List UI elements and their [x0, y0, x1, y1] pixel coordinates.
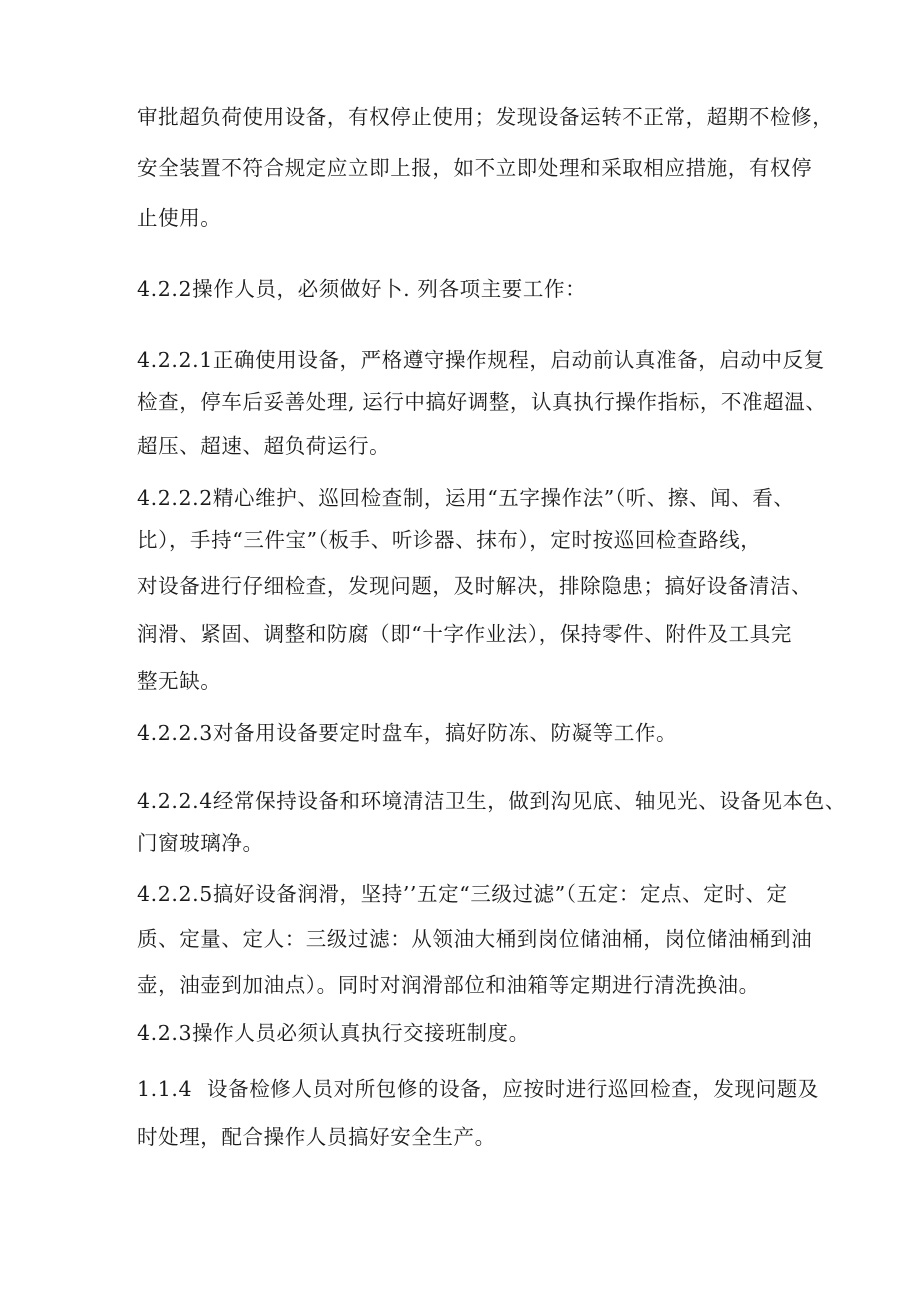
- numbered-paragraph: [137, 1075, 819, 1103]
- text-line: 4.2.3操作人员必须认真执行交接班制度。: [137, 1021, 530, 1045]
- text-line: 审批超负荷使用设备，有权停止使用；发现设备运转不正常，超期不检修，: [137, 105, 834, 129]
- text-line: 4.2.2.1正确使用设备，严格遵守操作规程，启动前认真准备，启动中反复: [137, 348, 825, 372]
- text-line: 设备检修人员对所包修的设备，应按时进行巡回检查，发现问题及: [207, 1077, 819, 1101]
- text-line: 润滑、紧固、调整和防腐（即“十字作业法），保持零件、附件及工具完: [137, 622, 792, 646]
- text-line: 检查，停车后妥善处理, 运行中搞好调整，认真执行操作指标，不准超温、: [137, 390, 827, 414]
- text-line: 4.2.2.5搞好设备润滑，坚持’’五定“三级过滤”（五定：定点、定时、定: [137, 882, 788, 906]
- text-line: 止使用。: [137, 206, 222, 230]
- text-line: 时处理，配合操作人员搞好安全生产。: [137, 1125, 496, 1149]
- text-line: 门窗玻璃净。: [137, 831, 264, 855]
- text-line: 壶，油壶到加油点）。同时对润滑部位和油箱等定期进行清洗换油。: [137, 973, 760, 997]
- text-line: 4.2.2.2精心维护、巡回检查制，运用“五字操作法”（听、擦、闻、看、: [137, 486, 795, 510]
- text-line: 对设备进行仔细检查，发现问题，及时解决，排除隐患；搞好设备清洁、: [137, 574, 813, 598]
- text-line: 4.2.2操作人员，必须做好卜. 列各项主要工作：: [137, 277, 587, 301]
- text-line: 安全装置不符合规定应立即上报，如不立即处理和采取相应措施，有权停: [137, 156, 813, 180]
- text-line: 4.2.2.3对备用设备要定时盘车，搞好防冻、防凝等工作。: [137, 721, 678, 745]
- text-line: 超压、超速、超负荷运行。: [137, 434, 391, 458]
- text-line: 4.2.2.4经常保持设备和环境清洁卫生，做到沟见底、轴见光、设备见本色、: [137, 789, 846, 813]
- section-number: 1.1.4: [137, 1077, 193, 1101]
- text-line: 整无缺。: [137, 669, 222, 693]
- text-line: 比），手持“三件宝”（板手、听诊器、抹布），定时按巡回检查路线，: [137, 528, 762, 552]
- text-line: 质、定量、定人：三级过滤：从领油大桶到岗位储油桶，岗位储油桶到油: [137, 927, 813, 951]
